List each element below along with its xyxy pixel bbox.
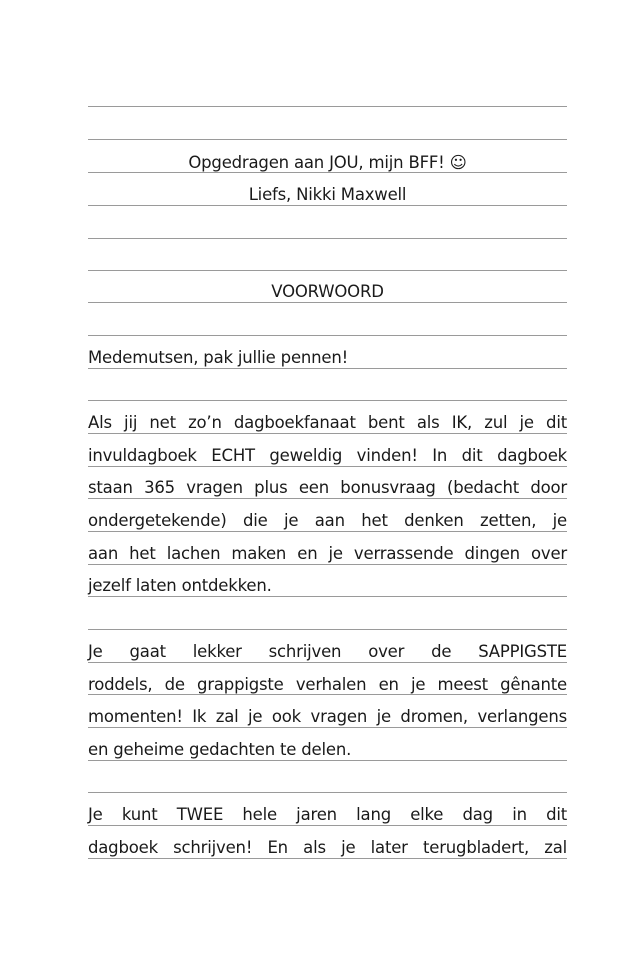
paragraph-line: roddels, de grappigste verhalen en je meest gênante	[88, 675, 567, 694]
ruled-line	[88, 792, 567, 793]
ruled-line	[88, 335, 567, 336]
ruled-line	[88, 238, 567, 239]
paragraph-line: Je gaat lekker schrijven over de SAPPIGSTE	[88, 642, 567, 661]
paragraph-line: en geheime gedachten te delen.	[88, 740, 352, 759]
paragraph-line: jezelf laten ontdekken.	[88, 576, 272, 595]
ruled-line	[88, 400, 567, 401]
paragraph-line: ondergetekende) die je aan het denken zetten, je	[88, 511, 567, 530]
paragraph-line: momenten! Ik zal je ook vragen je dromen, verlangens	[88, 707, 567, 726]
dedication-line: Opgedragen aan JOU, mijn BFF! ☺	[188, 153, 467, 172]
paragraph-line: Medemutsen, pak jullie pennen!	[88, 348, 349, 367]
paragraph-line: Je kunt TWEE hele jaren lang elke dag in dit	[88, 805, 567, 824]
ruled-line	[88, 270, 567, 271]
ruled-line	[88, 139, 567, 140]
paragraph-line: staan 365 vragen plus een bonusvraag (bedacht door	[88, 478, 567, 497]
dedication-signature: Liefs, Nikki Maxwell	[248, 185, 407, 204]
ruled-line	[88, 629, 567, 630]
ruled-line	[88, 106, 567, 107]
section-title: VOORWOORD	[271, 282, 384, 301]
paragraph-line: dagboek schrijven! En als je later terugbladert, zal	[88, 838, 567, 857]
paragraph-line: invuldagboek ECHT geweldig vinden! In dit dagboek	[88, 446, 567, 465]
paragraph-line: aan het lachen maken en je verrassende dingen over	[88, 544, 567, 563]
paragraph-line: Als jij net zo’n dagboekfanaat bent als IK, zul je dit	[88, 413, 567, 432]
